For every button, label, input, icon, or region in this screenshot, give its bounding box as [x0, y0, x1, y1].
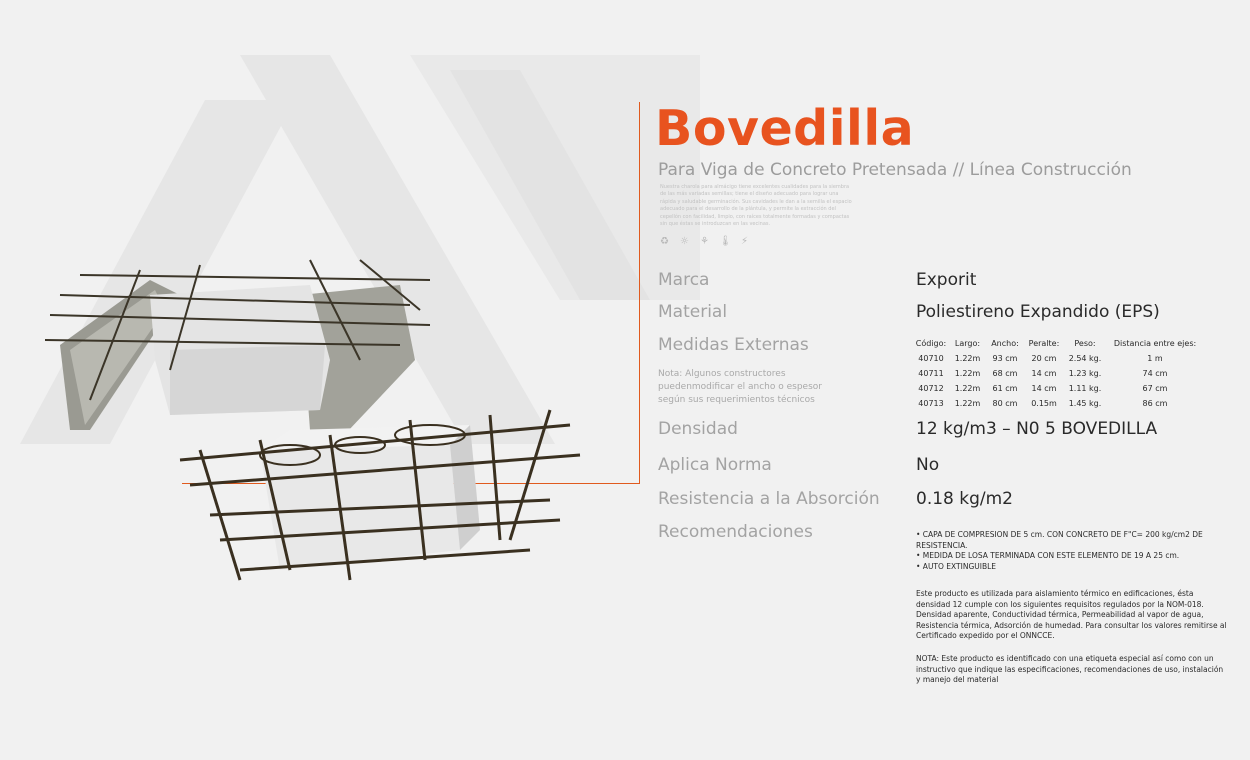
densidad-label: Densidad	[658, 419, 738, 439]
table-cell: 14 cm	[1031, 384, 1057, 393]
feature-icons	[659, 236, 750, 247]
absorcion-value: 0.18 kg/m2	[916, 489, 1013, 509]
table-cell: 2.54 kg.	[1068, 354, 1102, 363]
recomendaciones-label: Recomendaciones	[658, 522, 813, 542]
sun-icon: ☼	[680, 236, 689, 247]
table-cell: 1.23 kg.	[1068, 369, 1102, 378]
table-row	[913, 351, 1204, 366]
measures-header-row	[913, 336, 1204, 351]
table-cell: 1.22m	[954, 354, 981, 363]
table-cell: 68 cm	[992, 369, 1018, 378]
marca-value: Exporit	[916, 270, 977, 290]
table-cell: 40710	[918, 354, 944, 363]
medidas-label: Medidas Externas	[658, 335, 809, 355]
faint-product-description: Nuestra charola para almácigo tiene excelentes cualidades para la siembra de las más variadas semillas; tiene el diseño adecuado para lograr una rápida y saludable germinación. Sus cavidades le dan a la semilla el espacio adecuado para el desarrollo de la plántula, y permite la extracción del cepellón con facilidad, limpio, con raíces totalmente formadas y compactas sin que éstas se introduzcan en las vecinas.	[660, 184, 852, 228]
table-header: Código:	[915, 339, 947, 348]
recommendation-bullet: • MEDIDA DE LOSA TERMINADA CON ESTE ELEMENTO DE 19 A 25 cm.	[916, 551, 1180, 560]
table-cell: 80 cm	[992, 399, 1018, 408]
accent-vertical-line	[639, 102, 640, 484]
table-cell: 1.22m	[954, 369, 981, 378]
table-cell: 93 cm	[992, 354, 1018, 363]
table-cell: 86 cm	[1142, 399, 1168, 408]
bovedilla-block-top	[45, 260, 430, 450]
table-cell: 40712	[918, 384, 944, 393]
bovedilla-product-image	[30, 250, 610, 600]
table-cell: 74 cm	[1142, 369, 1168, 378]
recommendation-bullet: • AUTO EXTINGUIBLE	[916, 561, 997, 571]
lightning-icon: ⚡	[740, 236, 749, 247]
material-label: Material	[658, 302, 728, 322]
table-cell: 40713	[918, 399, 944, 408]
table-cell: 1.11 kg.	[1068, 384, 1102, 393]
table-cell: 1.45 kg.	[1068, 399, 1102, 408]
absorcion-label: Resistencia a la Absorción	[658, 489, 880, 509]
plant-icon: ⚘	[700, 236, 709, 247]
recommendation-bullets	[916, 530, 1226, 572]
table-cell: 1.22m	[954, 384, 981, 393]
table-header: Ancho:	[991, 339, 1019, 348]
table-row	[913, 396, 1204, 411]
thermometer-icon: 🌡	[719, 236, 732, 247]
table-header: Largo:	[954, 339, 981, 348]
table-cell: 14 cm	[1031, 369, 1057, 378]
product-note-paragraph: NOTA: Este producto es identificado con una etiqueta especial así como con un instructivo que indique las especificaciones, recomendaciones de uso, instalación y manejo del material	[916, 654, 1224, 684]
table-row	[913, 366, 1204, 381]
marca-label: Marca	[658, 270, 710, 290]
table-row	[913, 381, 1204, 396]
table-cell: 0.15m	[1031, 399, 1057, 408]
bovedilla-block-bottom	[180, 410, 580, 580]
material-value: Poliestireno Expandido (EPS)	[916, 302, 1160, 322]
table-cell: 61 cm	[992, 384, 1018, 393]
page-subtitle: Para Viga de Concreto Pretensada // Línea Construcción	[658, 160, 1132, 180]
table-cell: 1.22m	[954, 399, 981, 408]
table-cell: 67 cm	[1142, 384, 1168, 393]
medidas-note: Nota: Algunos constructores puedenmodificar el ancho o espesor según sus requerimientos técnicos	[658, 369, 822, 405]
table-cell: 40711	[918, 369, 944, 378]
densidad-value: 12 kg/m3 – N0 5 BOVEDILLA	[916, 419, 1158, 439]
table-cell: 20 cm	[1031, 354, 1057, 363]
table-header: Distancia entre ejes:	[1113, 339, 1197, 348]
table-header: Peralte:	[1028, 339, 1060, 348]
page-title: Bovedilla	[655, 100, 915, 157]
table-header: Peso:	[1074, 339, 1096, 348]
recommendation-bullet: • CAPA DE COMPRESION DE 5 cm. CON CONCRETO DE F"C= 200 kg/cm2 DE RESISTENCIA.	[916, 530, 1203, 550]
product-info-paragraph: Este producto es utilizada para aislamiento térmico en edificaciones, ésta densidad 12 cumple con los siguientes requisitos regulados por la NOM-018. Densidad aparente, Conductividad térmica, Permeabilidad al vapor de agua, Resistencia térmica, Adsorción de humedad. Para consultar los valores remitirse al Certificado expedido por el ONNCCE.	[916, 589, 1227, 640]
recycle-icon: ♻	[660, 236, 669, 247]
table-cell: 1 m	[1147, 354, 1163, 363]
norma-value: No	[916, 455, 940, 475]
measures-table	[913, 336, 1204, 411]
norma-label: Aplica Norma	[658, 455, 772, 475]
